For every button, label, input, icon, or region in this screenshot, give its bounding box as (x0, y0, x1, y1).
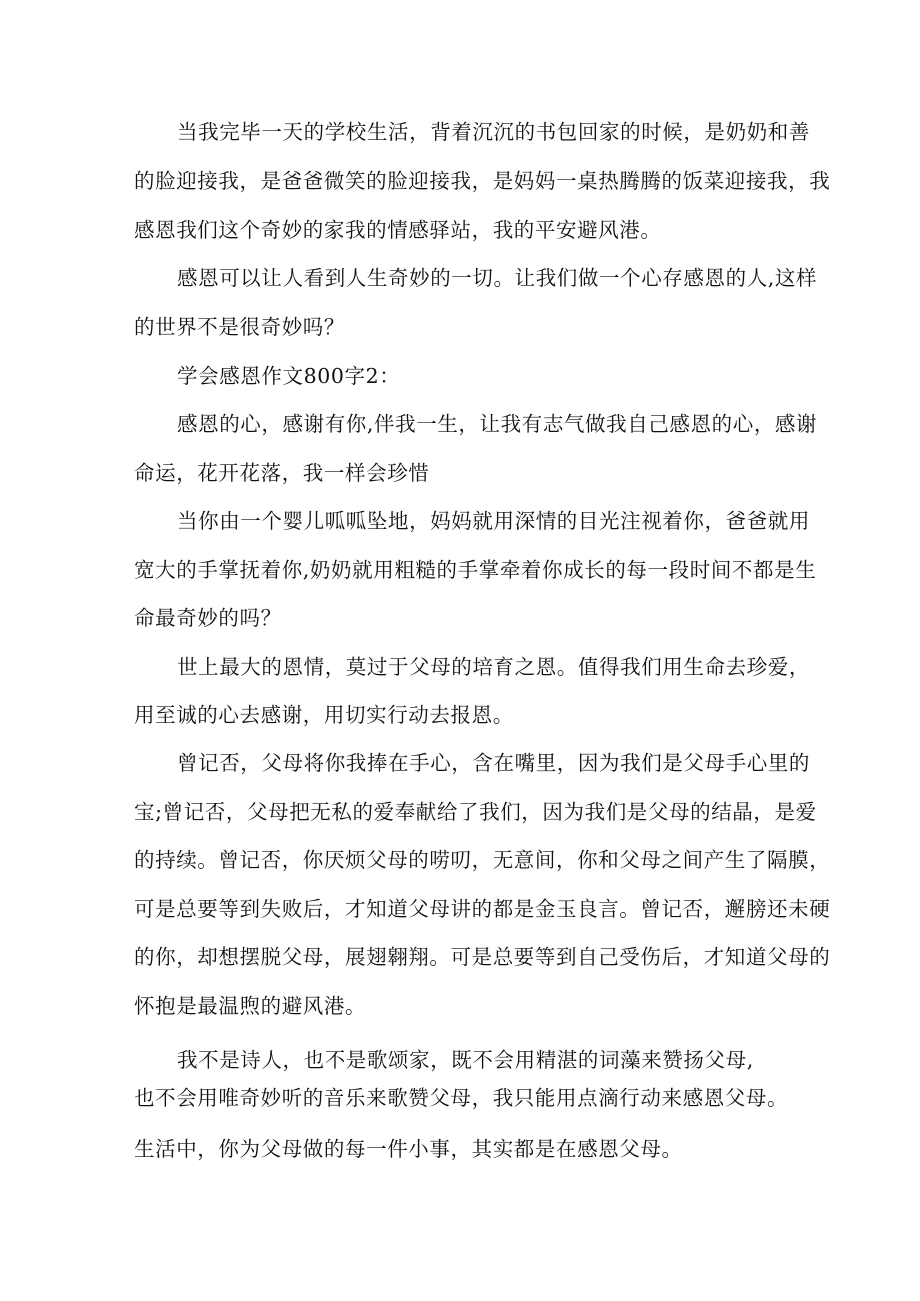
paragraph-1-line-1: 当我完毕一天的学校生活，背着沉沉的书包回家的时候，是奶奶和善 (177, 120, 810, 144)
paragraph-7-line-3: 的持续。曾记否，你厌烦父母的唠叨，无意间，你和父母之间产生了隔膜， (134, 848, 831, 872)
paragraph-7-line-5: 的你，却想摆脱父母，展翅翱翔。可是总要等到自己受伤后，才知道父母的 (134, 945, 831, 969)
paragraph-6-line-1: 世上最大的恩情，莫过于父母的培育之恩。值得我们用生命去珍爱， (177, 655, 810, 679)
paragraph-2-line-2: 的世界不是很奇妙吗？ (134, 315, 345, 339)
paragraph-5-line-2: 宽大的手掌抚着你,奶奶就用粗糙的手掌牵着你成长的每一段时间不都是生 (134, 558, 817, 582)
paragraph-7-line-1: 曾记否，父母将你我捧在手心，含在嘴里，因为我们是父母手心里的 (177, 751, 810, 775)
paragraph-8-line-1: 我不是诗人，也不是歌颂家，既不会用精湛的词藻来赞扬父母, (177, 1048, 754, 1072)
paragraph-5-line-1: 当你由一个婴儿呱呱坠地，妈妈就用深情的目光注视着你，爸爸就用 (177, 509, 810, 533)
paragraph-4-line-1: 感恩的心，感谢有你,伴我一生，让我有志气做我自己感恩的心，感谢 (177, 412, 818, 436)
paragraph-8-line-2: 也不会用唯奇妙听的音乐来歌赞父母，我只能用点滴行动来感恩父母。 (134, 1086, 789, 1110)
paragraph-1-line-2: 的脸迎接我，是爸爸微笑的脸迎接我，是妈妈一桌热腾腾的饭菜迎接我，我 (134, 169, 831, 193)
paragraph-7-line-4: 可是总要等到失败后，才知道父母讲的都是金玉良言。曾记否，邂膀还未硬 (134, 897, 831, 921)
paragraph-7-line-6: 怀抱是最温煦的避风港。 (134, 994, 367, 1018)
paragraph-7-line-2: 宝;曾记否，父母把无私的爱奉献给了我们，因为我们是父母的结晶，是爱 (134, 800, 817, 824)
paragraph-4-line-2: 命运，花开花落，我一样会珍惜 (134, 461, 430, 485)
section-heading: 学会感恩作文800字2： (177, 364, 401, 388)
paragraph-5-line-3: 命最奇妙的吗？ (134, 606, 282, 630)
paragraph-2-line-1: 感恩可以让人看到人生奇妙的一切。让我们做一个心存感恩的人,这样 (177, 266, 818, 290)
paragraph-8-line-3: 生活中，你为父母做的每一件小事，其实都是在感恩父母。 (134, 1137, 683, 1161)
paragraph-6-line-2: 用至诚的心去感谢，用切实行动去报恩。 (134, 703, 514, 727)
paragraph-1-line-3: 感恩我们这个奇妙的家我的情感驿站，我的平安避风港。 (134, 218, 662, 242)
